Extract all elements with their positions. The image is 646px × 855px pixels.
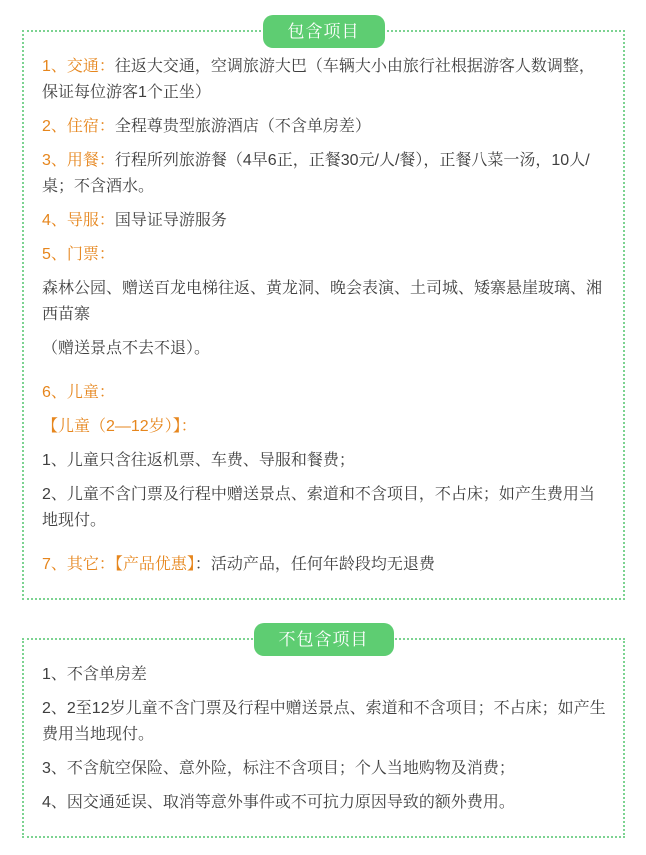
- list-item: [42, 208, 607, 234]
- list-item: [42, 662, 607, 688]
- item-label: 3、用餐：: [42, 152, 115, 169]
- item-label: 5、门票：: [42, 246, 115, 263]
- excluded-items-section: [22, 630, 625, 838]
- list-item: [42, 414, 607, 440]
- item-label: 【儿童（2—12岁）】：: [42, 418, 197, 435]
- item-text: 森林公园、赠送百龙电梯往返、黄龙洞、晚会表演、土司城、矮寨悬崖玻璃、湘西苗寨: [42, 280, 603, 323]
- list-item: [42, 336, 607, 362]
- excluded-section-badge: 不包含项目: [254, 623, 394, 656]
- list-item: [42, 148, 607, 200]
- item-text: 全程尊贵型旅游酒店（不含单房差）: [114, 118, 371, 135]
- list-item: [42, 482, 607, 534]
- item-text: 2、儿童不含门票及行程中赠送景点、索道和不含项目，不占床；如产生费用当地现付。: [42, 486, 595, 529]
- item-label: 2、住宿：: [42, 118, 115, 135]
- item-text: 往返大交通，空调旅游大巴（车辆大小由旅行社根据游客人数调整，保证每位游客1个正坐）: [42, 58, 595, 101]
- list-item: [42, 448, 607, 474]
- list-item: [42, 552, 607, 578]
- item-text: 国导证导游服务: [114, 212, 227, 229]
- list-item: [42, 242, 607, 268]
- item-text: 1、儿童只含往返机票、车费、导服和餐费；: [42, 452, 355, 469]
- list-item: [42, 276, 607, 328]
- item-label: 7、其它：【产品优惠】: [42, 556, 195, 573]
- item-text: ：活动产品，任何年龄段均无退费: [194, 556, 435, 573]
- included-items-section: [22, 22, 625, 600]
- list-item: [42, 54, 607, 106]
- item-text: 2、2至12岁儿童不含门票及行程中赠送景点、索道和不含项目；不占床；如产生费用当地现付。: [42, 700, 606, 743]
- list-item: [42, 790, 607, 816]
- item-label: 1、交通：: [42, 58, 115, 75]
- included-section-badge: 包含项目: [263, 15, 385, 48]
- list-item: [42, 114, 607, 140]
- list-item: [42, 696, 607, 748]
- item-text: 4、因交通延误、取消等意外事件或不可抗力原因导致的额外费用。: [42, 794, 515, 811]
- list-item: [42, 756, 607, 782]
- item-label: 4、导服：: [42, 212, 115, 229]
- item-label: 6、儿童：: [42, 384, 115, 401]
- item-text: 1、不含单房差: [42, 666, 147, 683]
- list-item: [42, 380, 607, 406]
- item-text: （赠送景点不去不退）。: [42, 340, 211, 357]
- item-text: 3、不含航空保险、意外险，标注不含项目；个人当地购物及消费；: [42, 760, 515, 777]
- page: [0, 22, 646, 855]
- item-text: 行程所列旅游餐（4早6正，正餐30元/人/餐），正餐八菜一汤，10人/桌；不含酒水。: [42, 152, 590, 195]
